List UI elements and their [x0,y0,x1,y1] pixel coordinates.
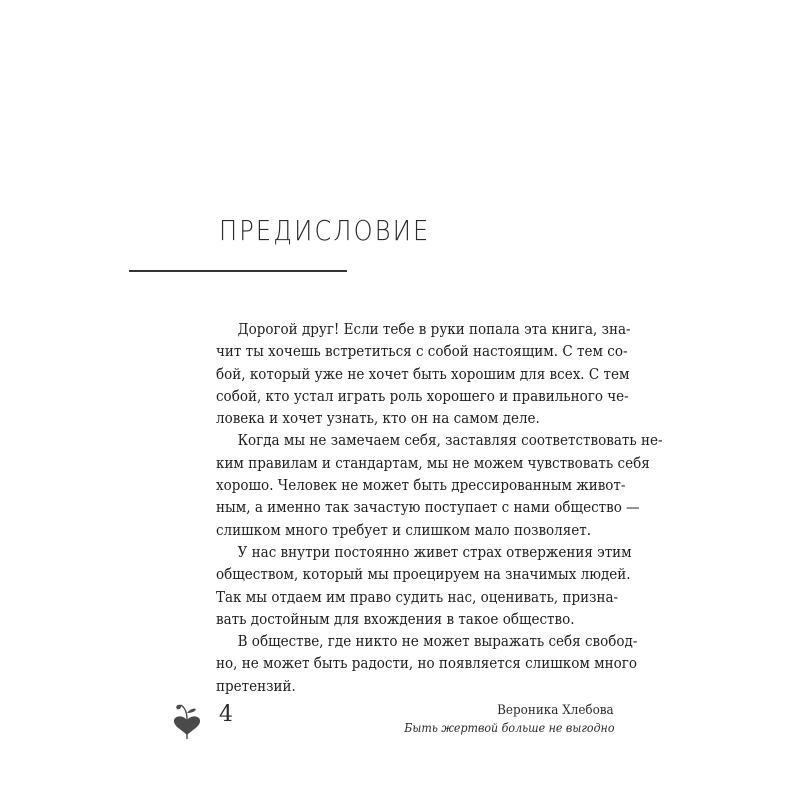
paragraph-4-line-2: но, не может быть радости, но появляется слишком много [216,654,637,673]
paragraph-1-line-4: собой, кто устал играть роль хорошего и правильного че- [216,386,629,405]
paragraph-1-line-3: бой, который уже не хочет быть хорошим для всех. С тем [216,364,630,383]
paragraph-3-line-1: У нас внутри постоянно живет страх отвержения этим [237,542,632,561]
paragraph-2-line-5: слишком много требует и слишком мало позволяет. [216,520,592,539]
title-underline [129,270,347,272]
heart-sprout-icon [170,700,204,740]
paragraph-3-line-2: обществом, который мы проецируем на значимых людей. [216,565,631,584]
paragraph-2-line-3: хорошо. Человек не может быть дрессированным живот- [216,476,626,495]
paragraph-4-line-3: претензий. [216,676,296,695]
paragraph-3-line-4: вать достойным для вхождения в такое общество. [216,609,575,628]
paragraph-1-line-2: чит ты хочешь встретиться с собой настоящим. С тем со- [216,342,628,361]
footer-author: Вероника Хлебова [497,703,614,718]
paragraph-2-line-1: Когда мы не замечаем себя, заставляя соответствовать не- [237,431,663,450]
paragraph-4-line-1: В обществе, где никто не может выражать себя свобод- [237,632,638,651]
paragraph-1-line-5: ловека и хочет узнать, кто он на самом деле. [216,409,540,428]
footer-book-title: Быть жертвой больше не выгодно [403,721,614,735]
body-text [216,318,663,697]
chapter-title: ПРЕДИСЛОВИЕ [219,214,431,247]
paragraph-2-line-4: ным, а именно так зачастую поступает с нами общество — [216,498,640,517]
paragraph-2-line-2: ким правилам и стандартам, мы не можем чувствовать себя [216,453,650,472]
page-number: 4 [219,702,233,727]
paragraph-1-line-1: Дорогой друг! Если тебе в руки попала эта книга, зна- [237,320,631,338]
paragraph-3-line-3: Так мы отдаем им право судить нас, оценивать, призна- [216,587,619,606]
